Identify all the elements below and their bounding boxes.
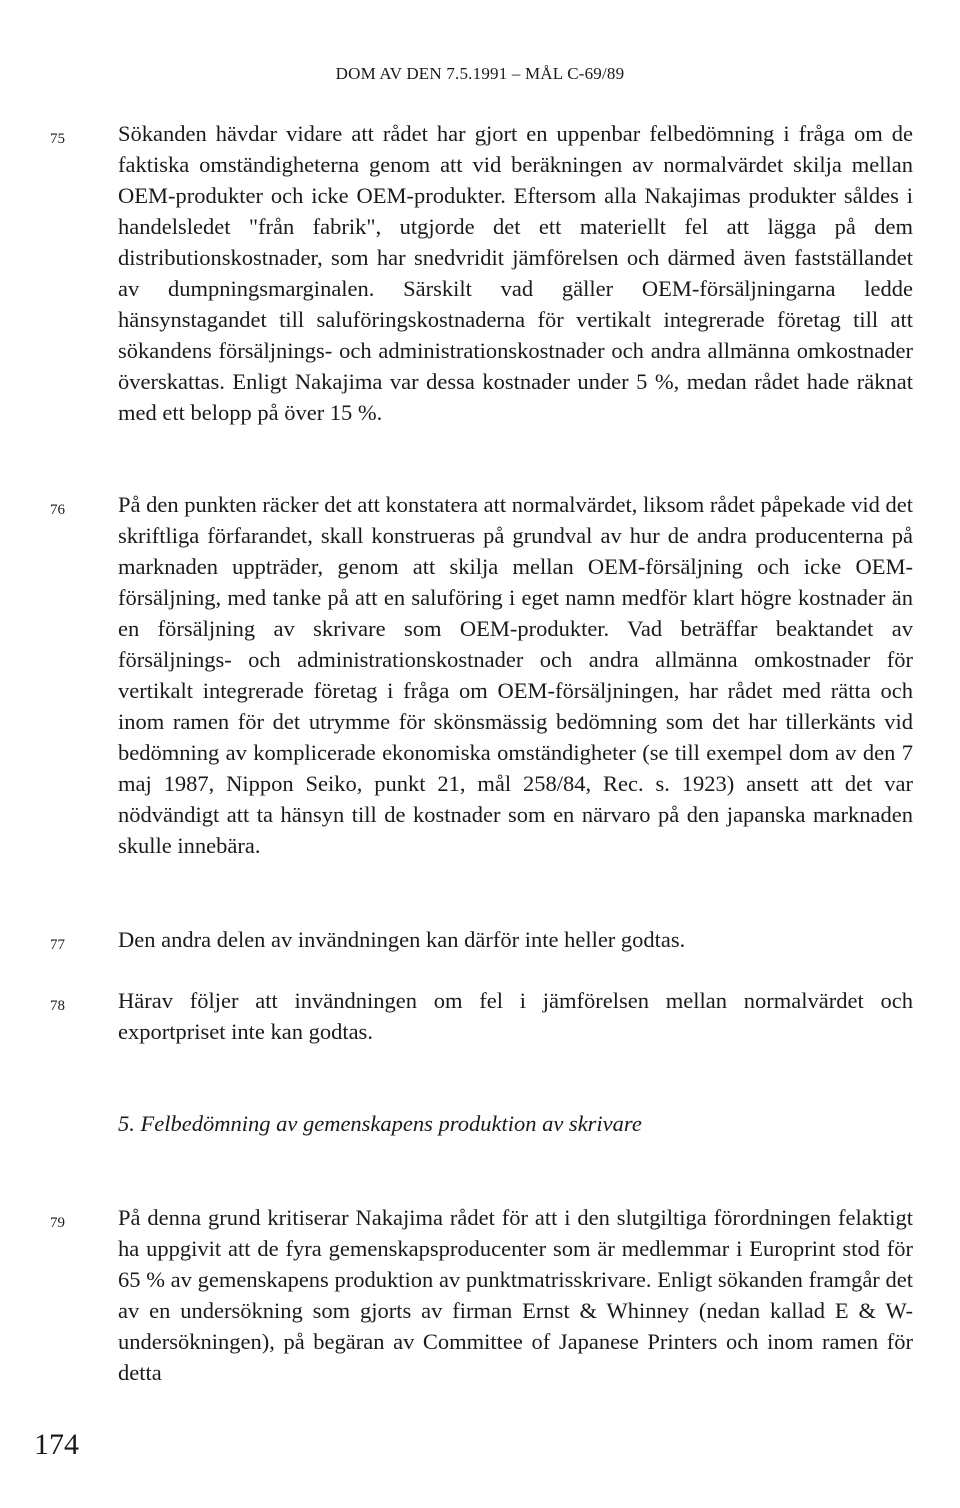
- page-number: 174: [34, 1428, 79, 1461]
- paragraph-77: Den andra delen av invändningen kan därför inte heller godtas.: [118, 927, 686, 952]
- running-header: DOM AV DEN 7.5.1991 – MÅL C-69/89: [335, 64, 625, 83]
- paragraph-number: 78: [50, 998, 65, 1014]
- section-heading: 5. Felbedömning av gemenskapens produktion av skrivare: [118, 1111, 642, 1136]
- paragraph-75: Sökanden hävdar vidare att rådet har gjort en uppenbar felbedömning i fråga om de faktiska omständigheterna genom att vid beräkningen av normalvärdet skilja mellan OEM-produkter och icke OEM-produkter. Eftersom alla Nakajimas produkter såldes i handelsledet "från fabrik", utgjorde det ett materiellt fel att lägga på dem distributionskostnader, som har snedvridit jämförelsen och därmed även fastställandet av dumpningsmarginalen. Särskilt vad gäller OEM-försäljningarna ledde hänsynstagandet till saluföringskostnaderna för vertikalt integrerade företag till att sökandens försäljnings- och administrationskostnader och andra allmänna omkostnader överskattas. Enligt Nakajima var dessa kostnader under 5 %, medan rådet hade räknat med ett belopp på över 15 %.: [118, 121, 913, 425]
- paragraph-79: På denna grund kritiserar Nakajima rådet för att i den slutgiltiga förordningen felaktigt ha uppgivit att de fyra gemenskapsproducenter som är medlemmar i Europrint stod för 65 % av gemenskapens produktion av punktmatrisskrivare. Enligt sökanden framgår det av en undersökning som gjorts av firman Ernst & Whinney (nedan kallad E & W-undersökningen), på begäran av Committee of Japanese Printers och inom ramen för detta: [118, 1205, 913, 1385]
- paragraph-76: På den punkten räcker det att konstatera att normalvärdet, liksom rådet påpekade vid det skriftliga förfarandet, skall konstrueras på grundval av hur de andra producenterna på marknaden uppträder, genom att skilja mellan OEM-försäljning och icke OEM-försäljning, med tanke på att en saluföring i eget namn medför klart högre kostnader än en försäljning av skrivare som OEM-produkter. Vad beträffar beaktandet av försäljnings- och administrationskostnader och andra allmänna omkostnader för vertikalt integrerade företag i fråga om OEM-försäljningen, har rådet med rätta och inom ramen för det utrymme för skönsmässig bedömning som det har tillerkänts vid bedömning av komplicerade ekonomiska omständigheter (se till exempel dom av den 7 maj 1987, Nippon Seiko, punkt 21, mål 258/84, Rec. s. 1923) ansett att det var nödvändigt att ta hänsyn till de kostnader som en närvaro på den japanska marknaden skulle innebära.: [118, 492, 913, 858]
- paragraph-78: Härav följer att invändningen om fel i jämförelsen mellan normalvärdet och exportpriset inte kan godtas.: [118, 988, 913, 1044]
- paragraph-number: 75: [50, 131, 65, 147]
- paragraph-number: 79: [50, 1215, 65, 1231]
- paragraph-number: 76: [50, 502, 65, 518]
- paragraph-number: 77: [50, 937, 65, 953]
